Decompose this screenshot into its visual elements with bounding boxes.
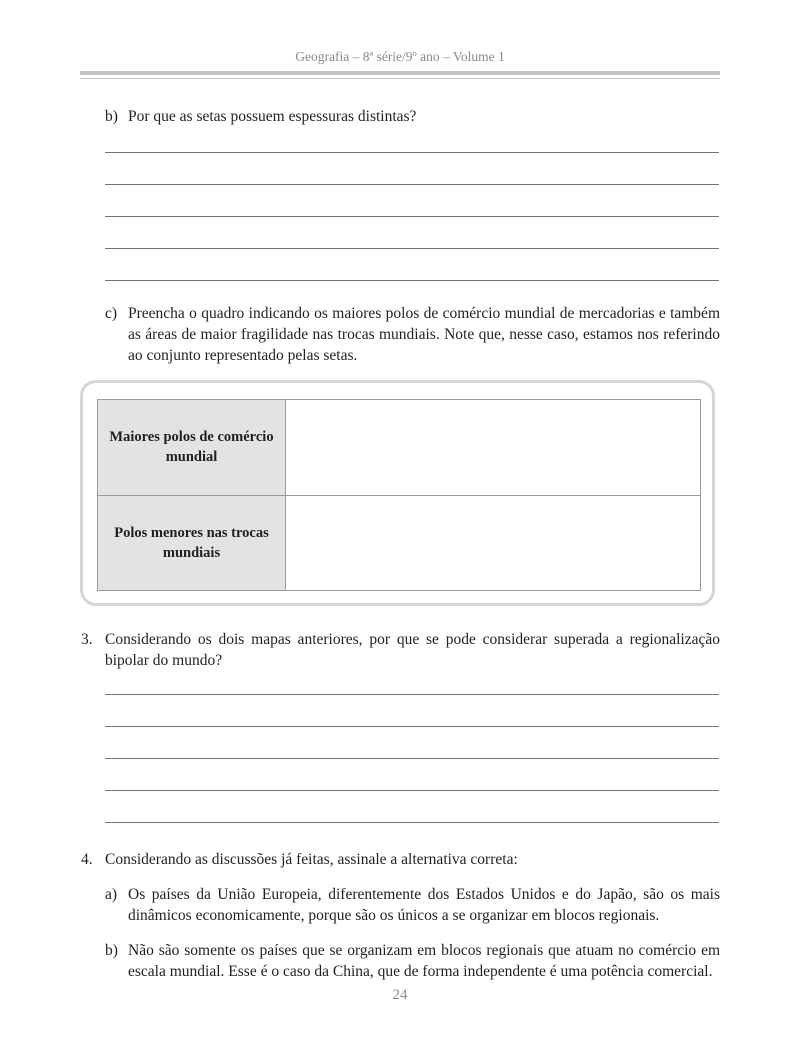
question-2b-marker: b)	[105, 108, 118, 125]
option-b-text[interactable]: Não são somente os países que se organizam em blocos regionais que atuam no comércio em escala mundial. Esse é o caso da China, que de forma independente é uma potência comercial.	[128, 942, 720, 980]
answer-cell-minor-poles[interactable]	[286, 495, 701, 591]
answer-line-2b-2[interactable]	[105, 184, 719, 185]
option-b-marker[interactable]: b)	[105, 942, 118, 959]
answer-line-3-3[interactable]	[105, 758, 719, 759]
answer-line-2b-1[interactable]	[105, 152, 719, 153]
running-header: Geografia – 8ª série/9º ano – Volume 1	[295, 49, 505, 64]
answer-line-3-2[interactable]	[105, 726, 719, 727]
question-4-text: Considerando as discussões já feitas, assinale a alternativa correta:	[105, 851, 518, 868]
answer-table	[97, 399, 701, 591]
answer-line-3-5[interactable]	[105, 822, 719, 823]
question-2c-marker: c)	[105, 305, 118, 322]
question-4-number: 4.	[81, 851, 93, 868]
row-header-major-poles: Maiores polos de comércio mundial	[98, 400, 286, 496]
answer-line-2b-4[interactable]	[105, 248, 719, 249]
answer-cell-major-poles[interactable]	[286, 400, 701, 496]
question-3-text: Considerando os dois mapas anteriores, por que se pode considerar superada a regionalização bipolar do mundo?	[105, 631, 720, 669]
header-rule-thick	[80, 71, 720, 75]
question-3-number: 3.	[81, 631, 93, 648]
option-a-text[interactable]: Os países da União Europeia, diferentemente dos Estados Unidos e do Japão, são os mais dinâmicos economicamente, porque são os únicos a se organizar em blocos regionais.	[128, 886, 720, 924]
option-a-marker[interactable]: a)	[105, 886, 118, 903]
answer-line-2b-5[interactable]	[105, 280, 719, 281]
row-header-minor-poles: Polos menores nas trocas mundiais	[98, 495, 286, 591]
page-number: 24	[392, 987, 408, 1003]
table-row	[98, 400, 701, 496]
question-2b-text: Por que as setas possuem espessuras distintas?	[128, 108, 417, 125]
answer-line-3-1[interactable]	[105, 694, 719, 695]
question-2c-text: Preencha o quadro indicando os maiores polos de comércio mundial de mercadorias e também as áreas de maior fragilidade nas trocas mundiais. Note que, nesse caso, estamos nos referindo ao conjunto representado pelas setas.	[128, 305, 720, 364]
table-row	[98, 495, 701, 591]
header-rule-thin	[80, 78, 720, 79]
answer-line-3-4[interactable]	[105, 790, 719, 791]
answer-line-2b-3[interactable]	[105, 216, 719, 217]
